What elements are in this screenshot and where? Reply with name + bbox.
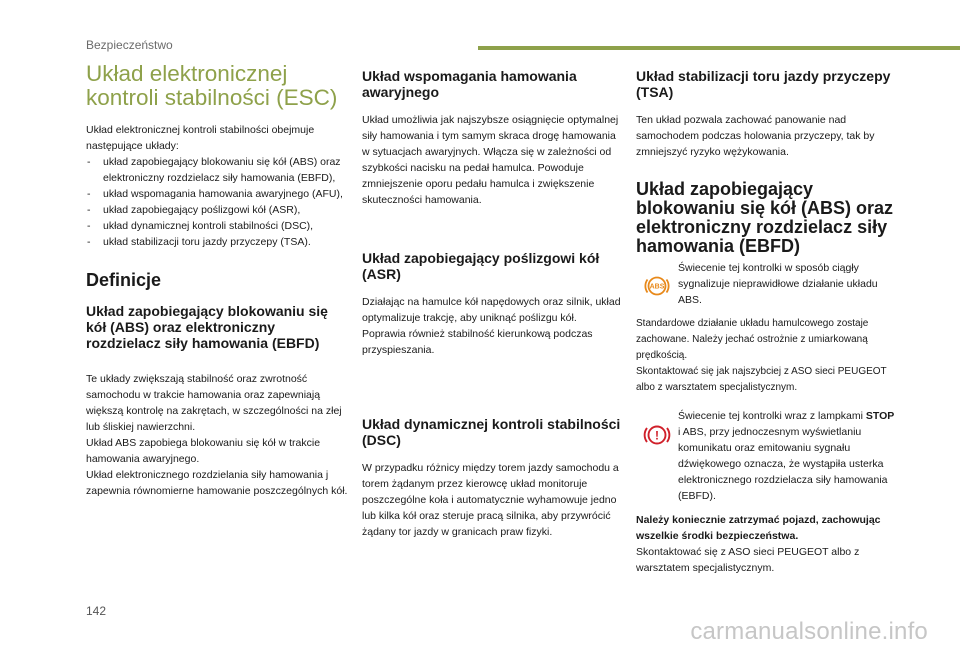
list-item: - układ zapobiegający poślizgowi kół (ASR), (86, 202, 348, 218)
column-2 (362, 68, 622, 540)
abs-icon-label: ABS (649, 283, 665, 291)
ebfd-text-pre: Świecenie tej kontrolki wraz z lampkami (678, 410, 866, 422)
dsc-text: W przypadku różnicy między torem jazdy samochodu a torem żądanym przez kierowcę układ monitoruje poszczególne koła i automatycznie wyhamowuje jedno lub kilka kół oraz steruje pracą silnika, aby przywrócić żądany tor jazdy w granicach praw fizyki. (362, 462, 619, 538)
abs-paragraph-3: Układ elektronicznego rozdzielania siły hamowania j zapewnia równomierne hamowanie poszczególnych kół. (86, 469, 348, 497)
final-contact-text: Skontaktować się z ASO sieci PEUGEOT albo z warsztatem specjalistycznym. (636, 546, 860, 574)
column-3 (636, 68, 898, 576)
esc-systems-list (86, 154, 348, 250)
abs-warning-icon (636, 274, 678, 298)
stop-lamp-label: STOP (865, 410, 895, 422)
abs-ebfd-heading: Układ zapobiegający blokowaniu się kół (ABS) oraz elektroniczny rozdzielacz siły hamowania (EBFD) (86, 303, 328, 351)
brake-warning-icon (636, 422, 678, 448)
title-line-2: kontroli stabilności (ESC) (86, 85, 338, 110)
asr-text: Działając na hamulce kół napędowych oraz silnik, układ optymalizuje trakcję, aby uniknąć poślizgu kół. Poprawia również stabilność kierunkową podczas przyspieszania. (362, 296, 621, 356)
abs-warning-row (636, 260, 898, 308)
abs-warning-text: Świecenie tej kontrolki w sposób ciągły sygnalizuje nieprawidłowe działanie układu ABS. (678, 262, 878, 306)
tsa-heading: Układ stabilizacji toru jazdy przyczepy (TSA) (636, 68, 891, 100)
ebfd-warning-text (678, 408, 898, 504)
esc-intro: Układ elektronicznej kontroli stabilności obejmuje następujące układy: (86, 124, 315, 152)
contact-aso-text: Skontaktować się jak najszybciej z ASO sieci PEUGEOT albo z warsztatem specjalistycznym. (636, 366, 887, 393)
dsc-heading: Układ dynamicznej kontroli stabilności (DSC) (362, 416, 621, 448)
section-label: Bezpieczeństwo (86, 38, 173, 52)
abs-paragraph-1: Te układy zwiększają stabilność oraz zwrotność samochodu w trakcie hamowania oraz zapewniają większą kontrolę na zakrętach, w szczególności na złej lub śliskiej nawierzchni. (86, 373, 342, 433)
list-item: - układ dynamicznej kontroli stabilności (DSC), (86, 218, 348, 234)
list-item: - układ zapobiegający blokowaniu się kół (ABS) oraz elektroniczny rozdzielacz siły hamowania (EBFD), (86, 154, 348, 186)
header-rule (478, 46, 960, 50)
afu-heading: Układ wspomagania hamowania awaryjnego (362, 68, 577, 100)
brake-icon-label: ! (655, 428, 659, 443)
asr-heading: Układ zapobiegający poślizgowi kół (ASR) (362, 250, 600, 282)
abs-paragraph-2: Układ ABS zapobiega blokowaniu się kół w trakcie hamowania awaryjnego. (86, 437, 321, 465)
stop-vehicle-warning: Należy koniecznie zatrzymać pojazd, zachowując wszelkie środki bezpieczeństwa. (636, 514, 881, 542)
standard-braking-text: Standardowe działanie układu hamulcowego zostaje zachowane. Należy jechać ostrożnie z umiarkowaną prędkością. (636, 318, 869, 361)
tsa-text: Ten układ pozwala zachować panowanie nad samochodem podczas holowania przyczepy, tak by zmniejszyć ryzyko wężykowania. (636, 114, 875, 158)
definitions-heading: Definicje (86, 270, 162, 290)
abs-ebfd-warning-heading: Układ zapobiegający blokowaniu się kół (ABS) oraz elektroniczny rozdzielacz siły hamowania (EBFD) (636, 179, 894, 256)
ebfd-text-post: i ABS, przy jednoczesnym wyświetlaniu komunikatu oraz emitowaniu sygnału dźwiękowego oznacza, że wystąpiła usterka elektronicznego rozdzielacza siły hamowania (EBFD). (678, 426, 888, 502)
page-number: 142 (86, 604, 107, 618)
list-item: - układ wspomagania hamowania awaryjnego (AFU), (86, 186, 348, 202)
afu-text: Układ umożliwia jak najszybsze osiągnięcie optymalnej siły hamowania i tym samym skracа drogę hamowania w sytuacjach awaryjnych. Włącza się w zależności od szybkości nacisku na pedał hamulca. Powoduje zmniejszenie oporu pedału hamulca i zwiększenie skuteczności hamowania. (362, 114, 619, 206)
page-title (86, 62, 348, 110)
column-1 (86, 62, 348, 499)
list-item: - układ stabilizacji toru jazdy przyczepy (TSA). (86, 234, 348, 250)
watermark: carmanualsonline.info (690, 618, 928, 645)
title-line-1: Układ elektronicznej (86, 61, 288, 86)
ebfd-warning-row (636, 408, 898, 504)
